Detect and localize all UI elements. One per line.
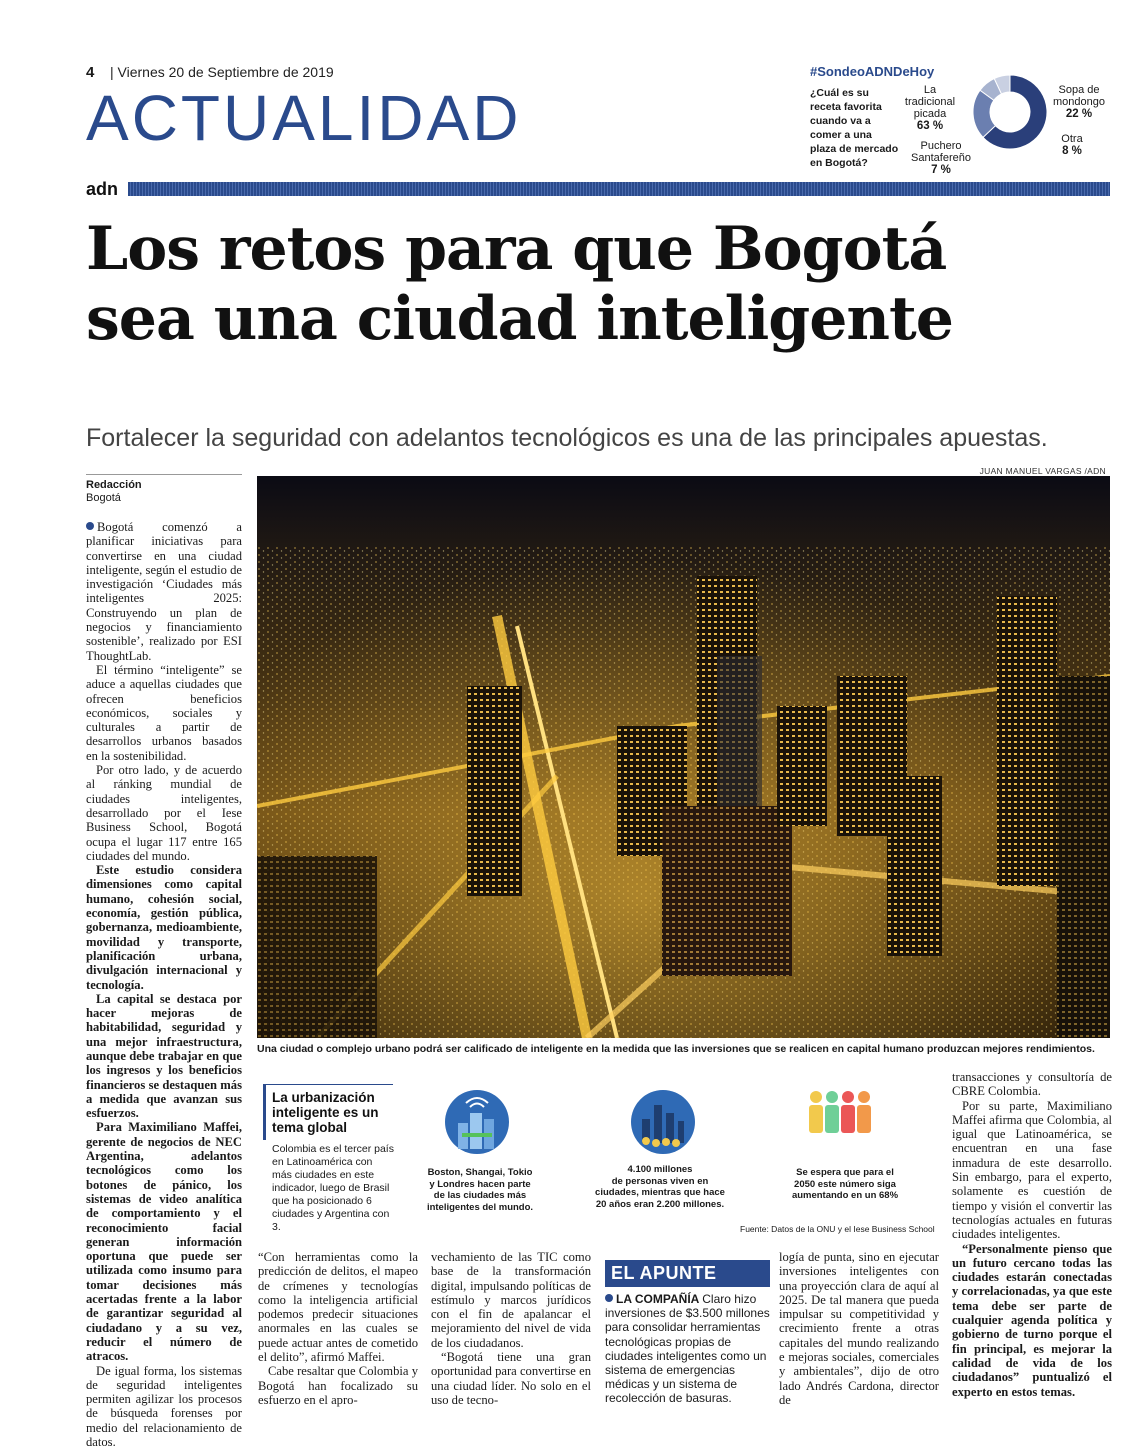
people-growth-icon (804, 1087, 876, 1153)
stat-text: de personas viven en ciudades, mientras que hace 20 años eran 2.200 millones. (595, 1175, 725, 1210)
poll-label-puchero (906, 140, 976, 176)
apunte-text: Claro hizo inversiones de $3.500 millones para consolidar herramientas tecnológicas propias de ciudades inteligentes como un sistema de emergencias médicas y un sistema de recolección de basuras. (605, 1292, 770, 1406)
article-column-1 (86, 520, 242, 1449)
stat-urban-population (590, 1164, 730, 1210)
logo-text: adn (86, 179, 119, 199)
apunte-header: EL APUNTE (605, 1260, 770, 1287)
paragraph: transacciones y consultoría de CBRE Colombia. (952, 1070, 1112, 1099)
article-column-6 (952, 1070, 1112, 1399)
poll-question: ¿Cuál es su receta favorita cuando va a comer a una plaza de mercado en Bogotá? (810, 87, 899, 169)
smart-city-icon (444, 1085, 510, 1155)
poll-option-label: Puchero Santafereño (911, 140, 971, 164)
poll-option-label: Sopa de mondongo (1053, 84, 1105, 108)
poll-label-otra (1052, 133, 1092, 157)
paragraph: La capital se destaca por hacer mejoras de habitabilidad, seguridad y una mejor infraestructura, aunque debe trabajar en que los ingresos y los beneficios financieros se destaquen más a medida que avanzan sus esfuerzos. (86, 991, 242, 1121)
infographic-title-box (263, 1084, 393, 1140)
city-skyline-illustration (257, 476, 1110, 1038)
apunte-lead: LA COMPAÑÍA (616, 1292, 699, 1306)
section-title: ACTUALIDAD (86, 82, 522, 154)
city-night-photo (257, 476, 1110, 1038)
author-name: Redacción (86, 479, 142, 491)
author-location: Bogotá (86, 492, 121, 504)
headline-line-2: sea una ciudad inteligente (86, 284, 953, 354)
paragraph: “Personalmente pienso que un futuro cercano todas las ciudades estarán conectadas y correlacionadas, ya que este tema debe ser parte de cualquier agenda política y gobierno de turno porque el fin principal, es mejorar la calidad de vida de los ciudadanos” puntualizó el experto en estos temas. (952, 1241, 1112, 1399)
poll-option-pct: 22 % (1065, 108, 1093, 120)
photo-caption: Una ciudad o complejo urbano podrá ser calificado de inteligente en la medida que las inversiones que se realicen en capital humano produzcan mejores rendimientos. (257, 1043, 1095, 1055)
bullet-dot-icon (605, 1294, 613, 1302)
paragraph-text: Bogotá comenzó a planificar iniciativas para convertirse en una ciudad inteligente, según el estudio de investigación ‘Ciudades más inteligentes 2025: Construyendo un plan de negocios y financiamiento sostenible’, realizado por ESI ThoughtLab. (86, 520, 242, 663)
city-population-icon (630, 1085, 696, 1155)
poll-label-picada (900, 84, 960, 132)
paragraph: “Con herramientas como la predicción de delitos, el mapeo de crímenes y tecnologías como la inteligencia artificial podemos predecir situaciones anormales en las cuales se puede actuar antes de cometido el delito”, afirmó Maffei. (258, 1250, 418, 1365)
stat-smart-cities: Boston, Shangai, Tokio y Londres hacen parte de las ciudades más inteligentes del mundo. (426, 1167, 534, 1213)
poll-donut-chart (970, 62, 1050, 162)
stat-2050-growth: Se espera que para el 2050 este número siga aumentando en un 68% (791, 1167, 899, 1201)
poll-option-pct: 7 % (931, 164, 951, 176)
photo-credit: JUAN MANUEL VARGAS /ADN (979, 466, 1106, 476)
paragraph: Por otro lado, y de acuerdo al ránking mundial de ciudades inteligentes, desarrollado por el Iese Business School, Bogotá ocupa el lugar 117 entre 165 ciudades del mundo. (86, 763, 242, 863)
paragraph: logía de punta, sino en ejecutar inversiones inteligentes con una proyección clara de aquí al 2025. De tal manera que pueda impulsar su competitividad y crecimiento frente a otras capitales del mundo realizando e mejoras sociales, comerciales y ambientales”, dijo de otro lado Andrés Cardona, director de (779, 1250, 939, 1407)
article-column-2 (258, 1250, 418, 1407)
infographic-title: La urbanización inteligente es un tema global (272, 1090, 379, 1135)
bullet-dot-icon (86, 522, 94, 530)
page-number: 4 (86, 64, 95, 81)
headline-line-1: Los retos para que Bogotá (86, 214, 947, 284)
paragraph: Por su parte, Maximiliano Maffei afirma que Colombia, al igual que Latinoamérica, se encuentran en una fase inmadura de este desarrollo. Sin embargo, para el experto, solamente es cuestión de tiempo y visión el convertir las tecnologías actuales en futuras ciudades inteligentes. (952, 1098, 1112, 1242)
poll-option-label: Otra (1061, 133, 1083, 145)
byline (86, 474, 242, 505)
poll-option-pct: 63 % (916, 120, 944, 132)
article-column-3 (431, 1250, 591, 1407)
paragraph: Cabe resaltar que Colombia y Bogotá han focalizado su esfuerzo en el apro- (258, 1364, 418, 1407)
infographic-source: Fuente: Datos de la ONU y el Iese Business School (740, 1224, 935, 1234)
paragraph: vechamiento de las TIC como base de la transformación digital, impulsando políticas de estímulo y marcos jurídicos con el fin de apalancar el mejoramiento del nivel de vida de los ciudadanos. (431, 1250, 591, 1350)
headline (86, 214, 1116, 354)
poll-option-label: La tradicional picada (904, 84, 956, 120)
paragraph (86, 520, 242, 663)
paragraph: De igual forma, los sistemas de seguridad inteligentes permiten agilizar los procesos de búsqueda forenses por medio del relacionamiento de datos. (86, 1363, 242, 1449)
paragraph: El término “inteligente” se aduce a aquellas ciudades que ofrecen beneficios económicos, sociales y culturales a partir de desarrollos urbanos basados en la sostenibilidad. (86, 662, 242, 763)
poll-label-mondongo (1044, 84, 1114, 120)
apunte-box (605, 1292, 770, 1406)
poll-option-pct: 8 % (1062, 145, 1082, 157)
subheadline: Fortalecer la seguridad con adelantos tecnológicos es una de las principales apuestas. (86, 424, 1048, 452)
section-divider-bar (128, 182, 1110, 196)
stat-strong-number: 4.100 millones (627, 1164, 693, 1175)
paragraph: Para Maximiliano Maffei, gerente de negocios de NEC Argentina, adelantos tecnológicos como los botones de pánico, los sistemas de video analítica de comportamiento y el reconocimiento facial generan información oportuna que puede ser utilizada como insumo para tomar decisiones más acertadas frente a la labor de garantizar seguridad al ciudadano y a su vez, reducir el número de atracos. (86, 1120, 242, 1364)
article-column-5 (779, 1250, 939, 1407)
paragraph: Este estudio considera dimensiones como capital humano, cohesión social, economía, gestión pública, gobernanza, medioambiente, movilidad y transporte, planificación urbana, divulgación internacional y tecnología. (86, 863, 242, 992)
paragraph: “Bogotá tiene una gran oportunidad para convertirse en una ciudad líder. No solo en el uso de tecno- (431, 1350, 591, 1407)
poll-tag: #SondeoADNDeHoy (810, 64, 935, 79)
adn-logo (86, 180, 118, 198)
issue-date: | Viernes 20 de Septiembre de 2019 (110, 64, 334, 80)
infographic-text: Colombia es el tercer país en Latinoamérica con más ciudades en este indicador, luego de Brasil que ha posicionado 6 ciudades y Argentina con 3. (272, 1143, 394, 1233)
